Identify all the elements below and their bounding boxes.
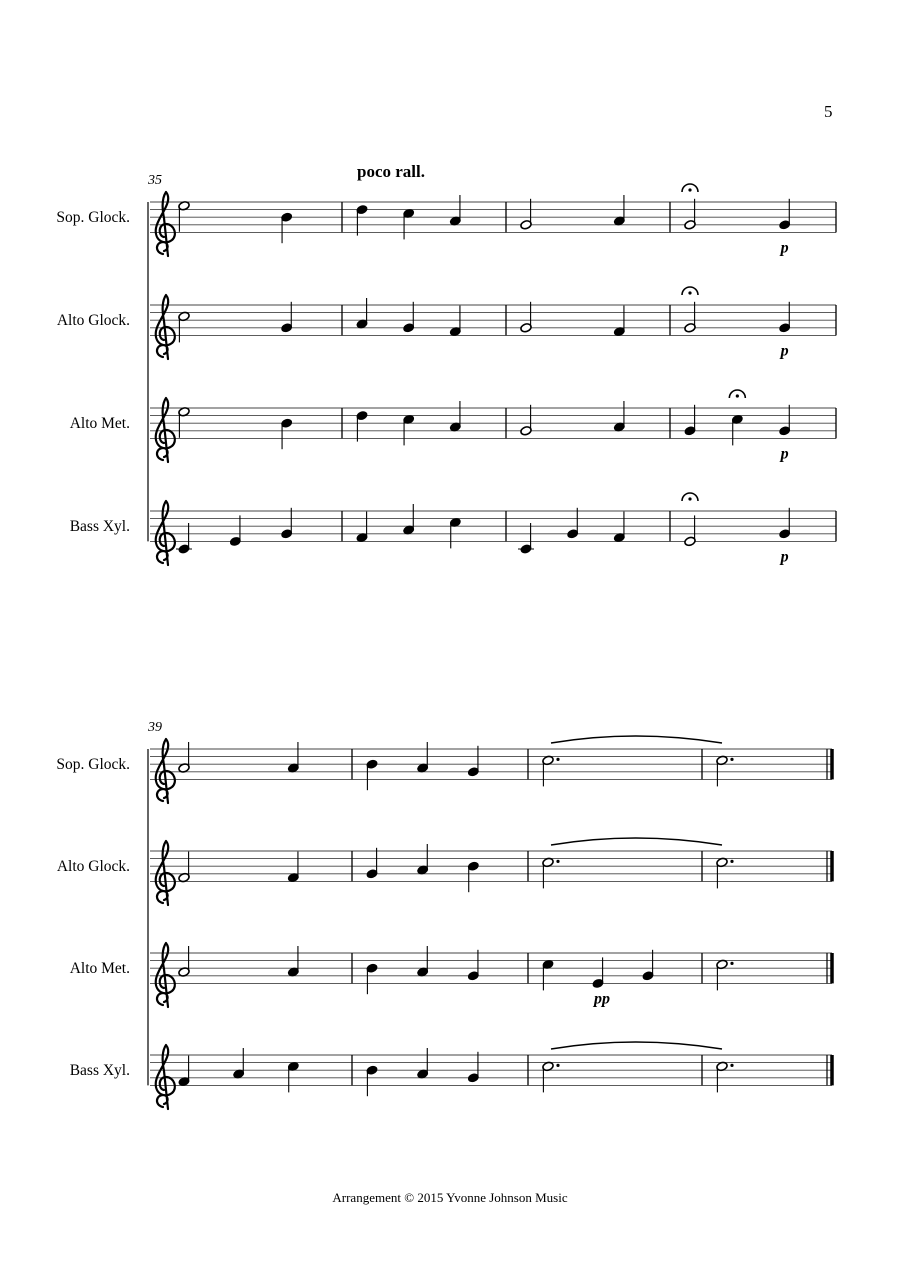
dotted-half-note xyxy=(716,857,734,888)
quarter-note xyxy=(281,508,293,539)
quarter-note xyxy=(467,861,479,892)
quarter-note xyxy=(518,523,534,554)
system xyxy=(56,162,836,565)
quarter-note xyxy=(178,1056,190,1087)
dynamic-marking: pp xyxy=(594,990,610,1008)
quarter-note xyxy=(417,742,429,773)
system xyxy=(56,720,832,1109)
half-note xyxy=(682,287,698,333)
quarter-note xyxy=(356,204,368,235)
quarter-note xyxy=(684,405,696,436)
measure-number: 39 xyxy=(148,720,162,735)
staff xyxy=(57,287,836,359)
dotted-half-note xyxy=(716,959,734,990)
dotted-half-note xyxy=(542,838,722,888)
quarter-note xyxy=(779,405,791,463)
dot xyxy=(556,860,559,863)
quarter-note xyxy=(449,401,461,432)
quarter-note xyxy=(366,848,378,879)
quarter-note xyxy=(403,208,415,239)
staff xyxy=(56,184,836,256)
dot xyxy=(730,860,733,863)
dotted-half-note xyxy=(716,755,734,786)
half-note xyxy=(178,311,190,342)
quarter-note xyxy=(417,844,429,875)
quarter-note xyxy=(287,852,299,883)
quarter-note xyxy=(281,418,293,449)
quarter-note xyxy=(467,1052,479,1083)
measure-number: 35 xyxy=(148,173,162,188)
quarter-note xyxy=(403,504,415,535)
instrument-label: Alto Glock. xyxy=(56,312,130,329)
quarter-note xyxy=(176,523,192,554)
quarter-note xyxy=(449,517,461,548)
instrument-label: Bass Xyl. xyxy=(69,518,130,535)
quarter-note xyxy=(592,957,610,1007)
quarter-note xyxy=(356,512,368,543)
staff xyxy=(57,838,832,905)
quarter-note xyxy=(403,414,415,445)
quarter-note xyxy=(613,401,625,432)
quarter-note xyxy=(642,950,654,981)
dot xyxy=(730,758,733,761)
instrument-label: Alto Met. xyxy=(69,960,130,977)
staff xyxy=(70,390,836,462)
quarter-note xyxy=(467,746,479,777)
quarter-note xyxy=(613,512,625,543)
quarter-note xyxy=(356,410,368,441)
dot xyxy=(556,758,559,761)
tie xyxy=(551,1042,722,1049)
dot xyxy=(730,1064,733,1067)
quarter-note xyxy=(567,508,579,539)
instrument-label: Sop. Glock. xyxy=(56,209,130,226)
half-note xyxy=(520,302,532,333)
quarter-note xyxy=(449,195,461,226)
quarter-note xyxy=(366,963,378,994)
quarter-note xyxy=(287,1061,299,1092)
quarter-note xyxy=(229,515,241,546)
page-number: 5 xyxy=(824,102,833,121)
quarter-note xyxy=(366,1065,378,1096)
instrument-label: Alto Glock. xyxy=(56,858,130,875)
quarter-note xyxy=(467,950,479,981)
quarter-note xyxy=(366,759,378,790)
fermata-icon xyxy=(682,493,698,501)
copyright-footer: Arrangement © 2015 Yvonne Johnson Music xyxy=(332,1190,568,1205)
quarter-note xyxy=(542,959,554,990)
quarter-note xyxy=(417,946,429,977)
instrument-label: Sop. Glock. xyxy=(56,756,130,773)
instrument-label: Alto Met. xyxy=(69,415,130,432)
half-note xyxy=(682,184,698,230)
half-note xyxy=(178,946,190,977)
dynamic-marking: p xyxy=(780,239,789,257)
half-note xyxy=(178,201,190,232)
dot xyxy=(730,962,733,965)
half-note xyxy=(178,852,190,883)
dotted-half-note xyxy=(542,736,722,786)
quarter-note xyxy=(779,508,791,566)
dynamic-marking: p xyxy=(780,548,789,566)
quarter-note xyxy=(417,1048,429,1079)
quarter-note xyxy=(779,302,791,360)
quarter-note xyxy=(613,306,625,337)
instrument-label: Bass Xyl. xyxy=(69,1062,130,1079)
fermata-icon xyxy=(729,390,745,398)
half-note xyxy=(178,742,190,773)
fermata-icon xyxy=(682,184,698,192)
quarter-note xyxy=(281,212,293,243)
tie xyxy=(551,838,722,845)
tempo-marking: poco rall. xyxy=(357,162,425,181)
half-note xyxy=(520,405,532,436)
dot xyxy=(556,1064,559,1067)
quarter-note xyxy=(449,306,461,337)
staff xyxy=(70,493,836,565)
quarter-note xyxy=(403,302,415,333)
dotted-half-note xyxy=(716,1061,734,1092)
dynamic-marking: p xyxy=(780,445,789,463)
quarter-note xyxy=(613,195,625,226)
quarter-note xyxy=(287,742,299,773)
staff xyxy=(70,943,832,1007)
half-note xyxy=(520,199,532,230)
half-note xyxy=(682,493,698,547)
tie xyxy=(551,736,722,743)
quarter-note xyxy=(281,302,293,333)
quarter-note xyxy=(779,199,791,257)
fermata-icon xyxy=(682,287,698,295)
half-note xyxy=(178,407,190,438)
quarter-note xyxy=(287,946,299,977)
staff xyxy=(56,736,832,803)
quarter-note xyxy=(356,298,368,329)
dotted-half-note xyxy=(542,1042,722,1092)
dynamic-marking: p xyxy=(780,342,789,360)
quarter-note xyxy=(729,390,745,445)
quarter-note xyxy=(233,1048,245,1079)
staff xyxy=(70,1042,832,1109)
